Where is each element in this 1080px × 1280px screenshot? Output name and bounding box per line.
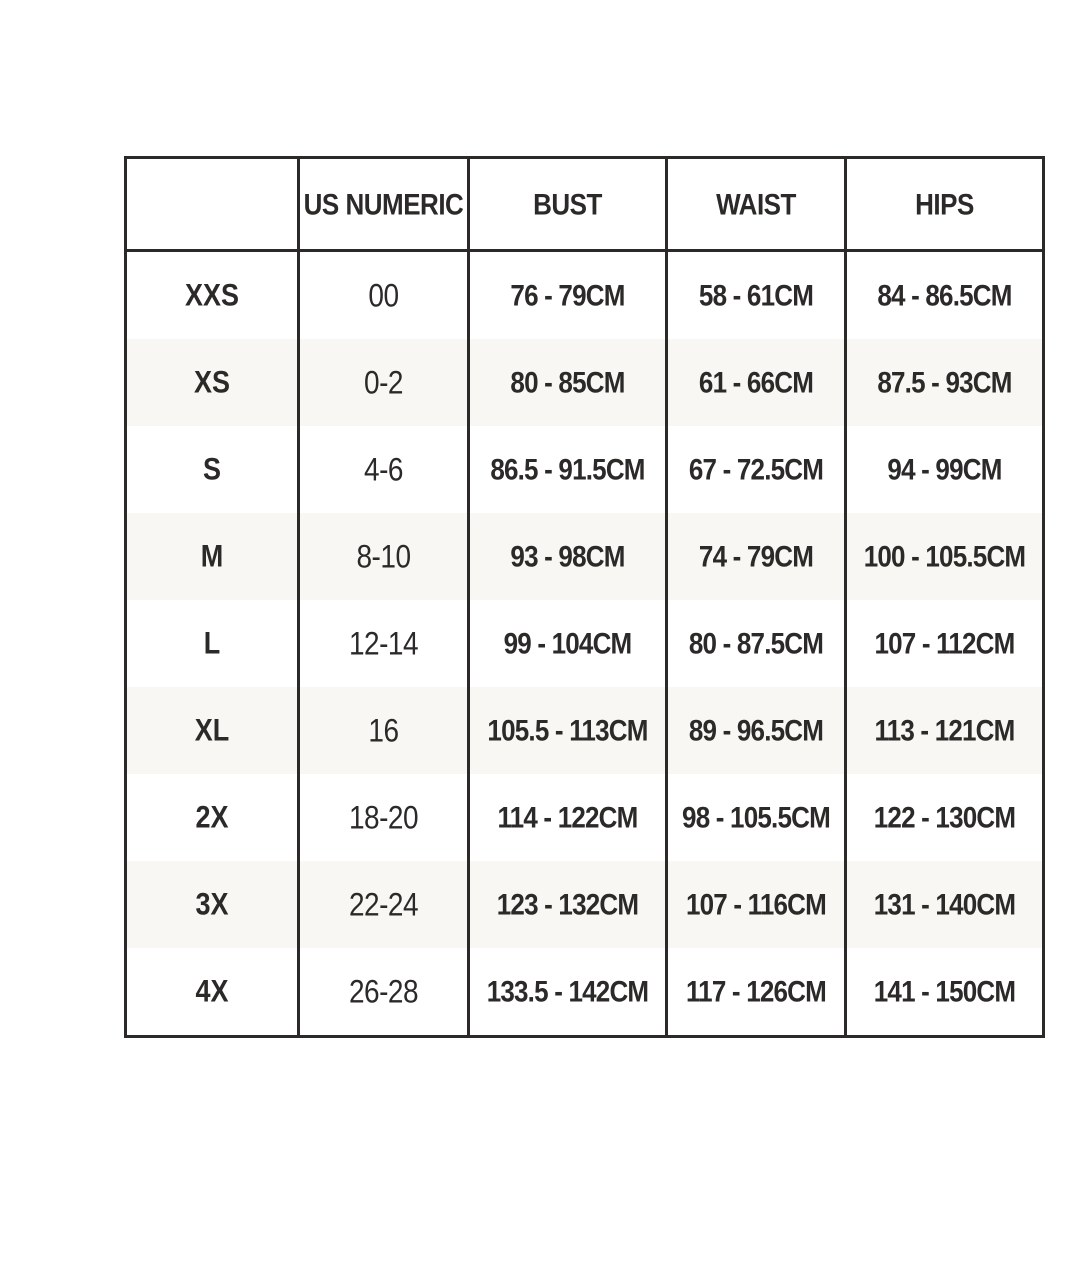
us-numeric-cell: 00 <box>299 251 469 340</box>
table-row <box>126 687 1044 774</box>
us-numeric-cell: 0-2 <box>299 339 469 426</box>
bust-cell: 123 - 132CM <box>469 861 667 948</box>
hips-cell: 122 - 130CM <box>846 774 1044 861</box>
us-numeric-cell: 8-10 <box>299 513 469 600</box>
header-row <box>126 158 1044 251</box>
header-us-numeric-label: US NUMERIC <box>303 186 464 221</box>
size-cell: L <box>126 600 299 687</box>
table-row <box>126 861 1044 948</box>
size-cell: XL <box>126 687 299 774</box>
us-numeric-cell: 22-24 <box>299 861 469 948</box>
waist-cell: 74 - 79CM <box>667 513 846 600</box>
waist-cell: 117 - 126CM <box>667 948 846 1037</box>
hips-cell: 113 - 121CM <box>846 687 1044 774</box>
us-numeric-cell: 12-14 <box>299 600 469 687</box>
table-row <box>126 251 1044 340</box>
header-us-numeric <box>299 158 469 251</box>
us-numeric-cell: 26-28 <box>299 948 469 1037</box>
bust-cell: 99 - 104CM <box>469 600 667 687</box>
header-hips <box>846 158 1044 251</box>
bust-cell: 76 - 79CM <box>469 251 667 340</box>
hips-cell: 94 - 99CM <box>846 426 1044 513</box>
table-row <box>126 513 1044 600</box>
size-chart-table <box>124 156 1045 1038</box>
table-row <box>126 774 1044 861</box>
bust-cell: 114 - 122CM <box>469 774 667 861</box>
hips-cell: 100 - 105.5CM <box>846 513 1044 600</box>
bust-cell: 93 - 98CM <box>469 513 667 600</box>
waist-cell: 89 - 96.5CM <box>667 687 846 774</box>
waist-cell: 80 - 87.5CM <box>667 600 846 687</box>
waist-cell: 67 - 72.5CM <box>667 426 846 513</box>
size-cell: XXS <box>126 251 299 340</box>
hips-cell: 131 - 140CM <box>846 861 1044 948</box>
header-waist <box>667 158 846 251</box>
hips-cell: 107 - 112CM <box>846 600 1044 687</box>
waist-cell: 58 - 61CM <box>667 251 846 340</box>
header-corner-cell <box>126 158 299 251</box>
size-cell: 2X <box>126 774 299 861</box>
size-cell: 3X <box>126 861 299 948</box>
size-cell: M <box>126 513 299 600</box>
waist-cell: 98 - 105.5CM <box>667 774 846 861</box>
hips-cell: 141 - 150CM <box>846 948 1044 1037</box>
header-hips-label: HIPS <box>915 186 974 221</box>
hips-cell: 84 - 86.5CM <box>846 251 1044 340</box>
waist-cell: 61 - 66CM <box>667 339 846 426</box>
header-bust <box>469 158 667 251</box>
table-row <box>126 948 1044 1037</box>
bust-cell: 105.5 - 113CM <box>469 687 667 774</box>
us-numeric-cell: 4-6 <box>299 426 469 513</box>
waist-cell: 107 - 116CM <box>667 861 846 948</box>
size-cell: S <box>126 426 299 513</box>
header-bust-label: BUST <box>533 186 602 221</box>
us-numeric-cell: 18-20 <box>299 774 469 861</box>
table-row <box>126 600 1044 687</box>
hips-cell: 87.5 - 93CM <box>846 339 1044 426</box>
bust-cell: 80 - 85CM <box>469 339 667 426</box>
header-waist-label: WAIST <box>716 186 796 221</box>
bust-cell: 86.5 - 91.5CM <box>469 426 667 513</box>
table-row <box>126 426 1044 513</box>
size-cell: 4X <box>126 948 299 1037</box>
us-numeric-cell: 16 <box>299 687 469 774</box>
table-row <box>126 339 1044 426</box>
size-cell: XS <box>126 339 299 426</box>
bust-cell: 133.5 - 142CM <box>469 948 667 1037</box>
